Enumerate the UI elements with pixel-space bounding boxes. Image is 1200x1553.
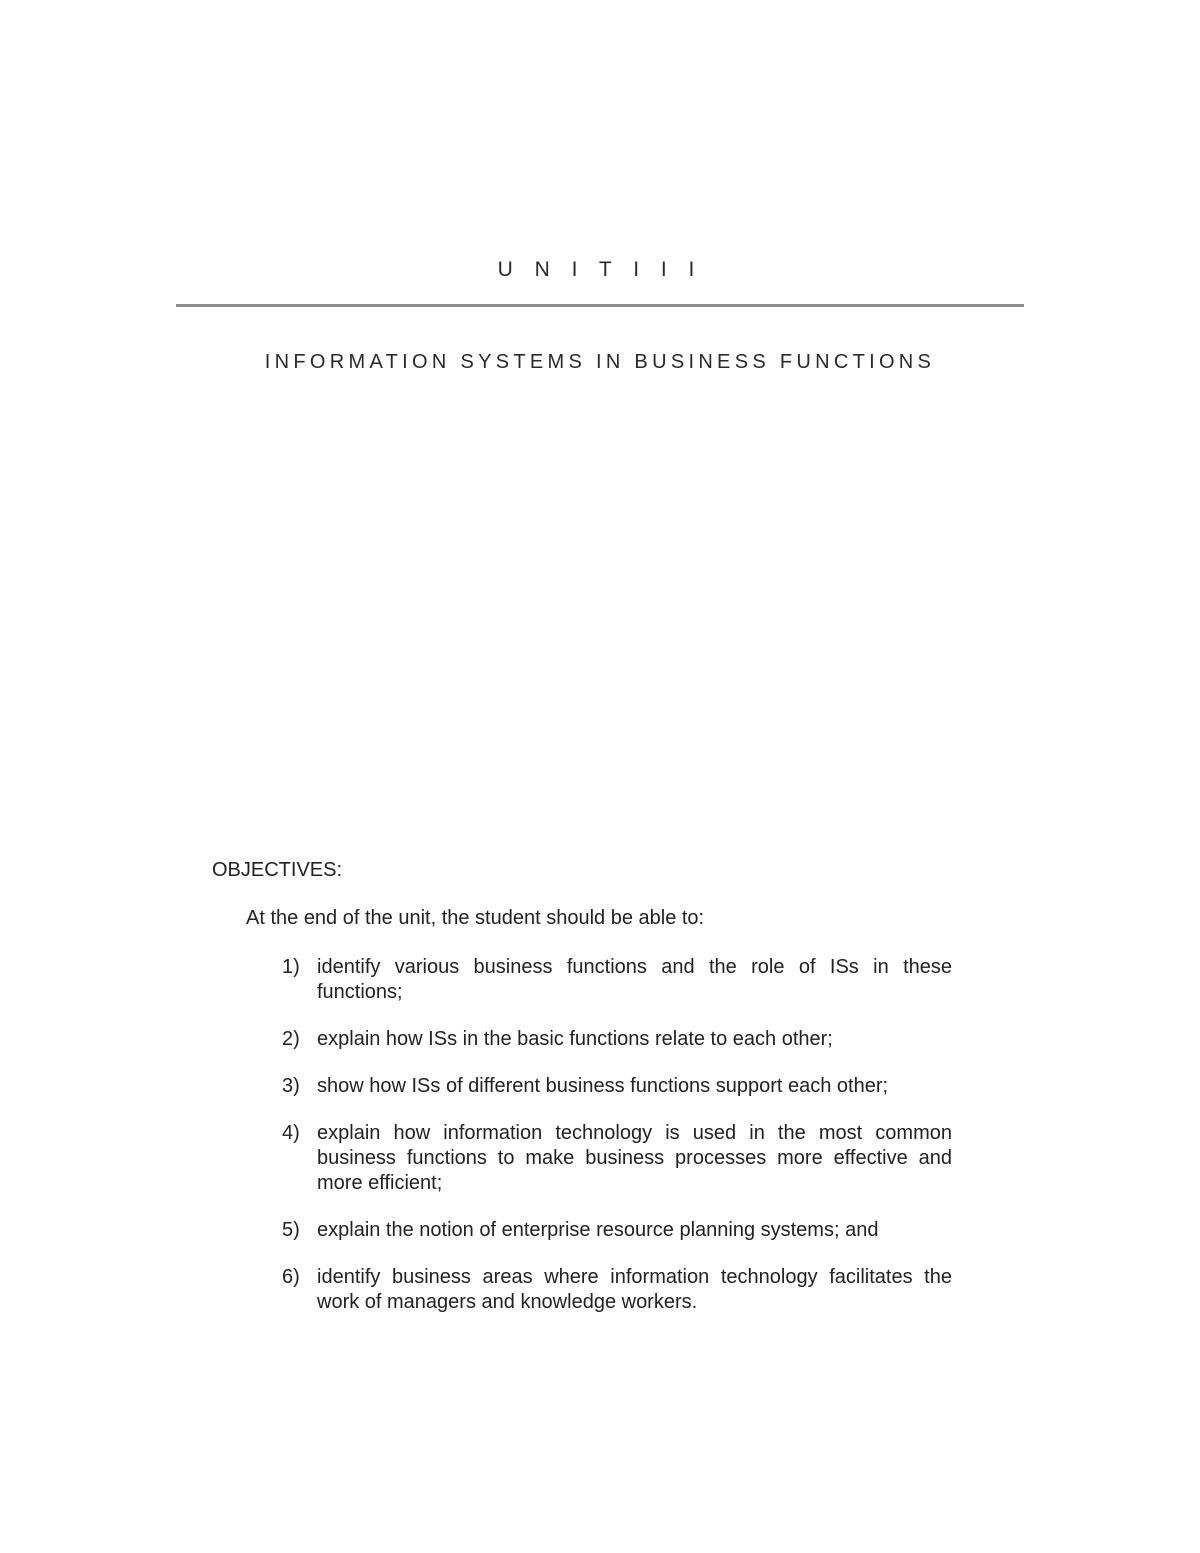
objectives-intro: At the end of the unit, the student should be able to: <box>246 907 705 929</box>
objective-item <box>282 1265 952 1315</box>
objective-text: show how ISs of different business functions support each other; <box>317 1075 889 1097</box>
objective-number: 6) <box>282 1266 300 1288</box>
objectives-heading: OBJECTIVES: <box>212 859 343 881</box>
objective-text: identify various business functions and the role of ISs in these functions; <box>317 956 952 1003</box>
objective-number: 2) <box>282 1028 300 1050</box>
objective-number: 3) <box>282 1075 300 1097</box>
objective-text: explain how information technology is used in the most common business functions to make business processes more effective and more efficient; <box>317 1122 952 1194</box>
objective-item <box>282 1218 952 1243</box>
unit-title: U N I T I I I <box>497 258 703 281</box>
objective-number: 4) <box>282 1122 300 1144</box>
objective-text: identify business areas where information technology facilitates the work of managers and knowledge workers. <box>317 1266 952 1313</box>
objective-number: 5) <box>282 1219 300 1241</box>
objective-item <box>282 1027 952 1052</box>
objective-item <box>282 955 952 1005</box>
section-title: INFORMATION SYSTEMS IN BUSINESS FUNCTIONS <box>264 351 936 373</box>
objective-item <box>282 1121 952 1196</box>
objectives-list <box>282 955 952 1337</box>
objective-item <box>282 1074 952 1099</box>
objective-text: explain the notion of enterprise resource planning systems; and <box>317 1219 879 1241</box>
objective-text: explain how ISs in the basic functions relate to each other; <box>317 1028 833 1050</box>
title-divider <box>176 304 1024 307</box>
objective-number: 1) <box>282 956 300 978</box>
